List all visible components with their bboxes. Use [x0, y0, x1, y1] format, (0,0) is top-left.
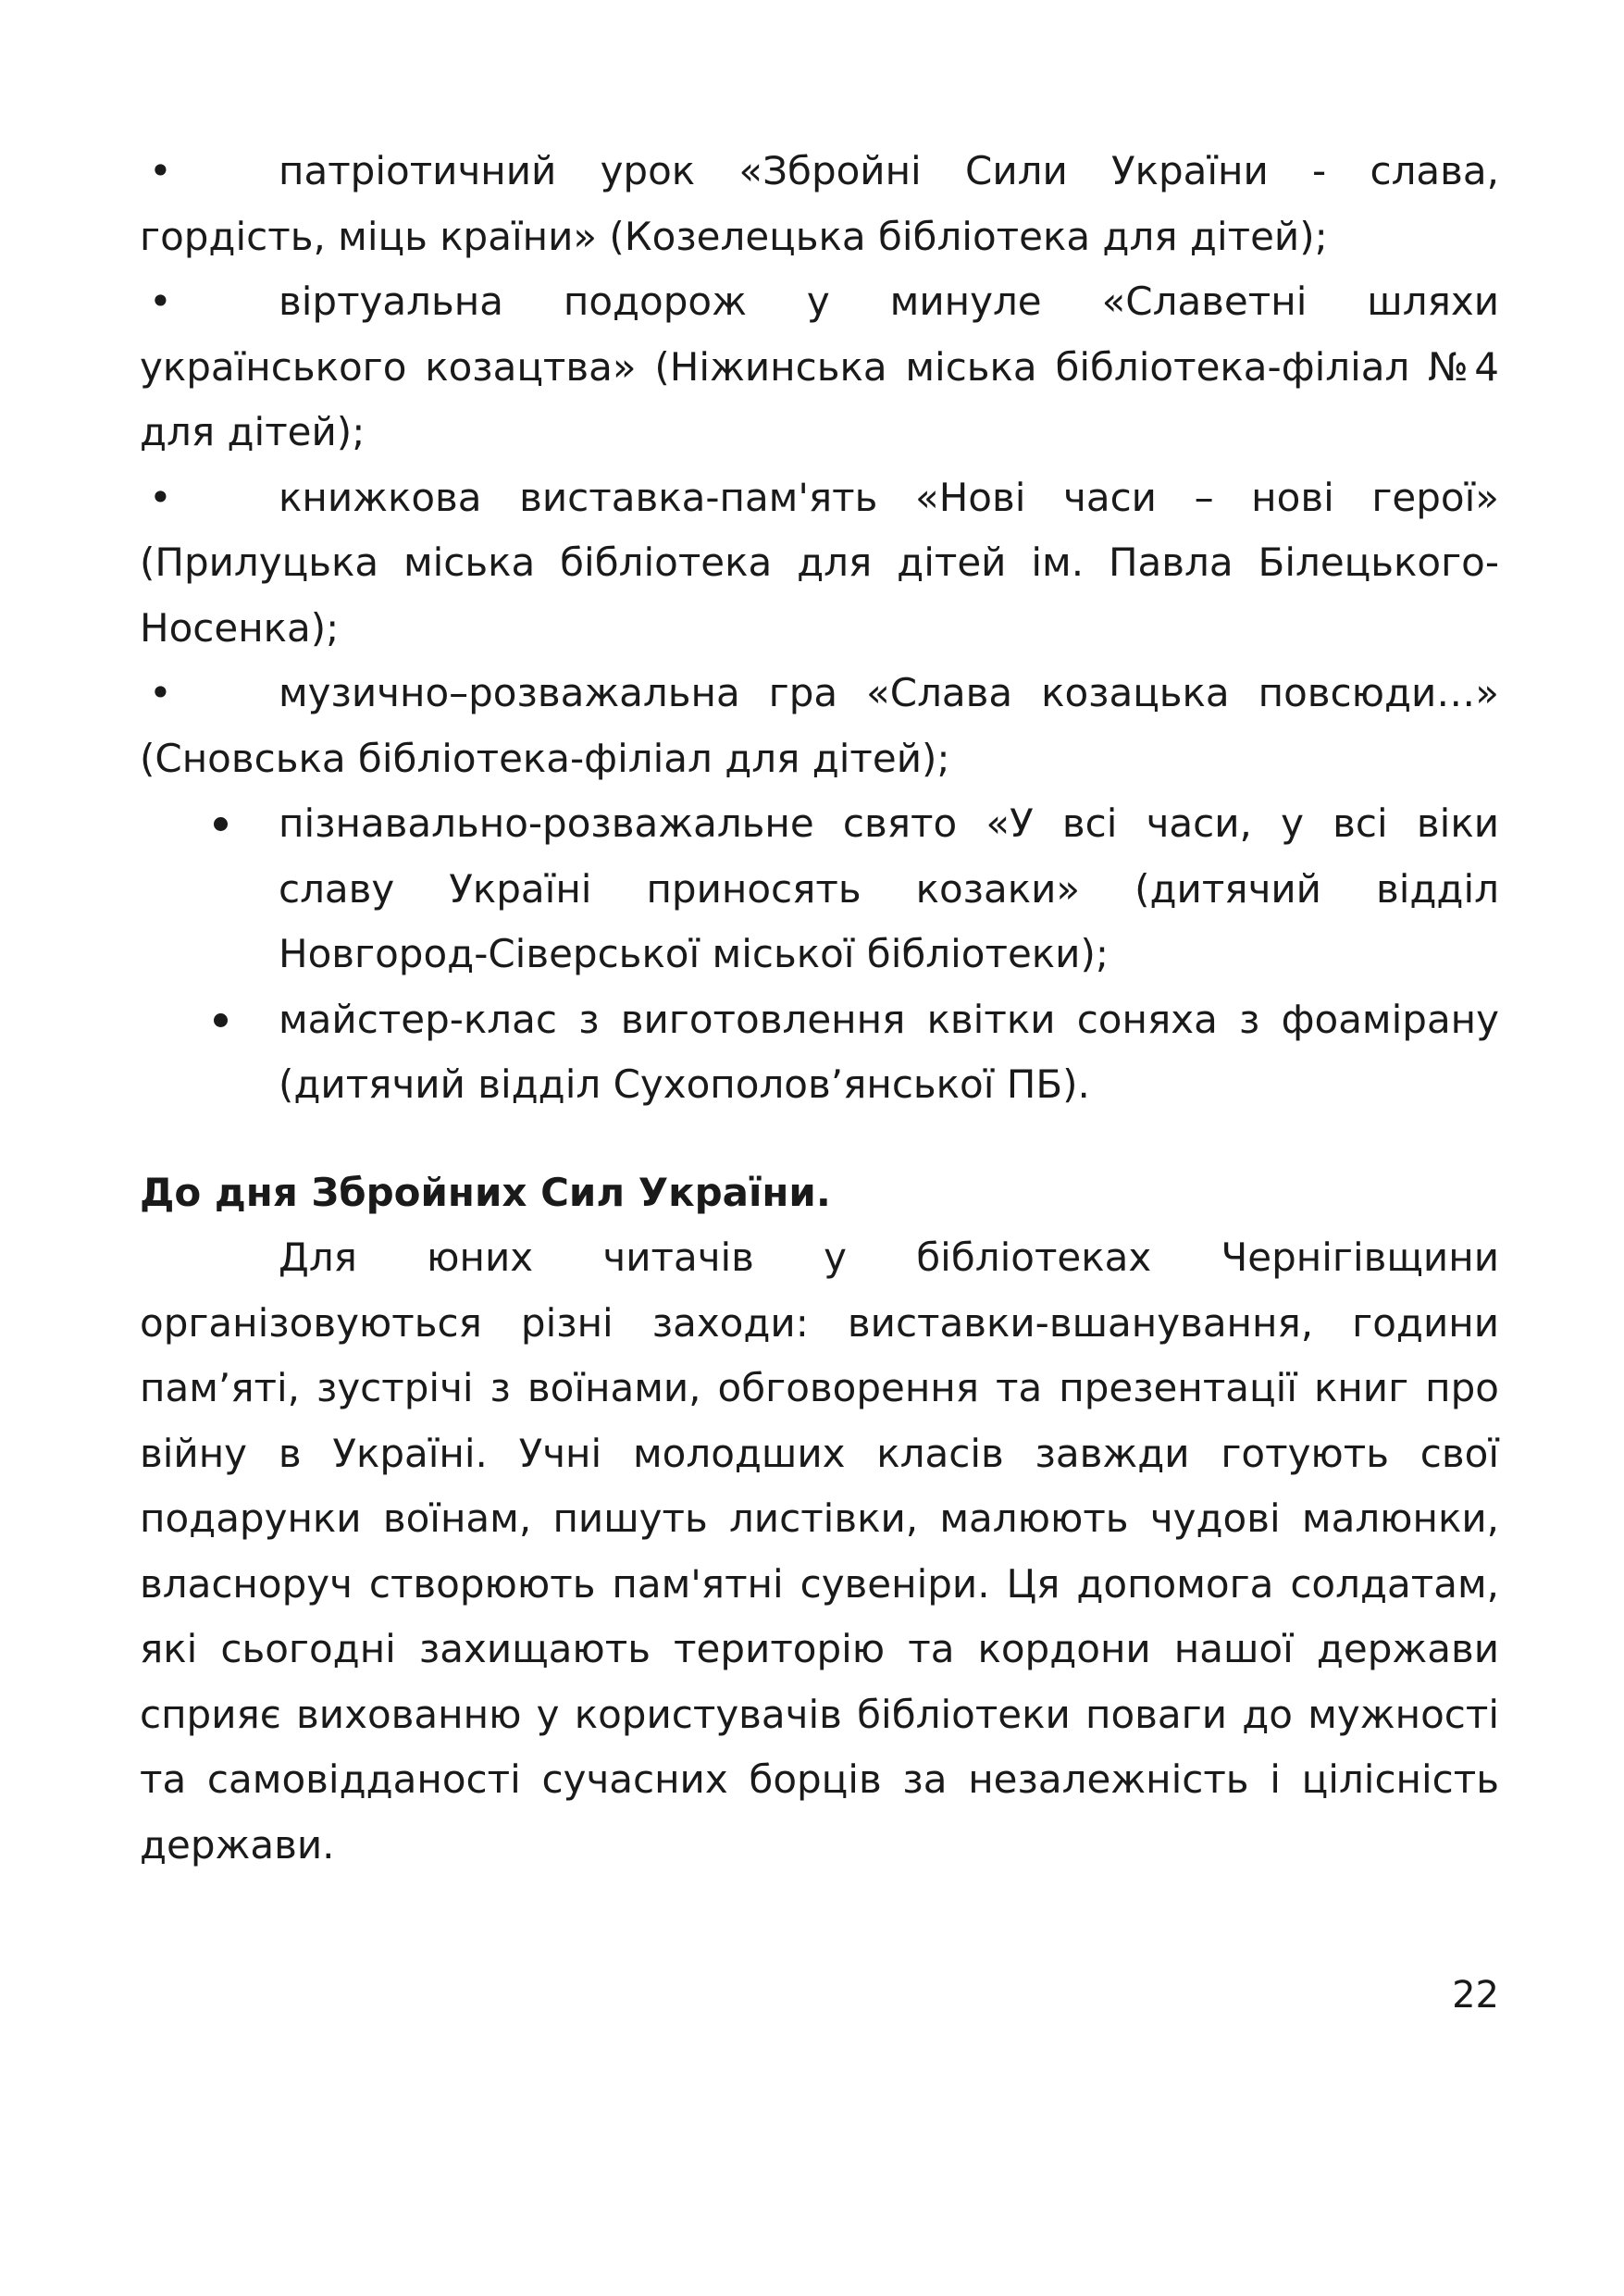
bullet-icon: • [149, 670, 172, 715]
list-item-text: пізнавально-розважальне свято «У всі часи, у всі віки славу Україні приносять козаки» (дитячий відділ Новгород-Сіверської міської бібліотеки); [279, 800, 1499, 976]
list-item-text: майстер-клас з виготовлення квітки соняха з фоамірану (дитячий відділ Сухополов’янської ПБ). [279, 996, 1499, 1107]
document-page [140, 139, 1499, 1878]
indented-list [140, 791, 1499, 1118]
section-heading: До дня Збройних Сил України. [140, 1169, 831, 1215]
bullet-icon: • [149, 474, 172, 520]
list-item-text: музично–розважальна гра «Слава козацька повсюди…» (Сновська бібліотека-філіал для дітей); [140, 670, 1499, 781]
bullet-icon: • [149, 148, 172, 193]
list-item-text: віртуальна подорож у минуле «Славетні шляхи українського козацтва» (Ніжинська міська бібліотека-філіал №4 для дітей); [140, 279, 1499, 454]
list-item [140, 465, 1499, 662]
list-item [140, 987, 1499, 1118]
page-number: 22 [1452, 1974, 1499, 2017]
list-item [140, 791, 1499, 987]
list-item [140, 269, 1499, 465]
bullet-icon: • [149, 279, 172, 324]
list-item-text: книжкова виставка-пам'ять «Нові часи – нові герої» (Прилуцька міська бібліотека для дітей ім. Павла Білецького-Носенка); [140, 474, 1499, 651]
bullet-dot-icon [214, 1013, 228, 1027]
list-item [140, 139, 1499, 269]
list-item [140, 661, 1499, 791]
bullet-dot-icon [214, 817, 228, 831]
section-paragraph: Для юних читачів у бібліотеках Чернігівщини організовуються різні заходи: виставки-вшанування, години пам’яті, зустрічі з воїнами, обговорення та презентації книг про війну в Україні. Учні молодших класів завжди готують свої подарунки воїнам, пишуть листівки, малюють чудові малюнки, власноруч створюють пам'ятні сувеніри. Ця допомога солдатам, які сьогодні захищають територію та кордони нашої держави сприяє вихованню у користувачів бібліотеки поваги до мужності та самовідданості сучасних борців за незалежність і цілісність держави. [140, 1235, 1499, 1868]
list-item-text: патріотичний урок «Збройні Сили України - слава, гордість, міць країни» (Козелецька бібліотека для дітей); [140, 148, 1499, 259]
